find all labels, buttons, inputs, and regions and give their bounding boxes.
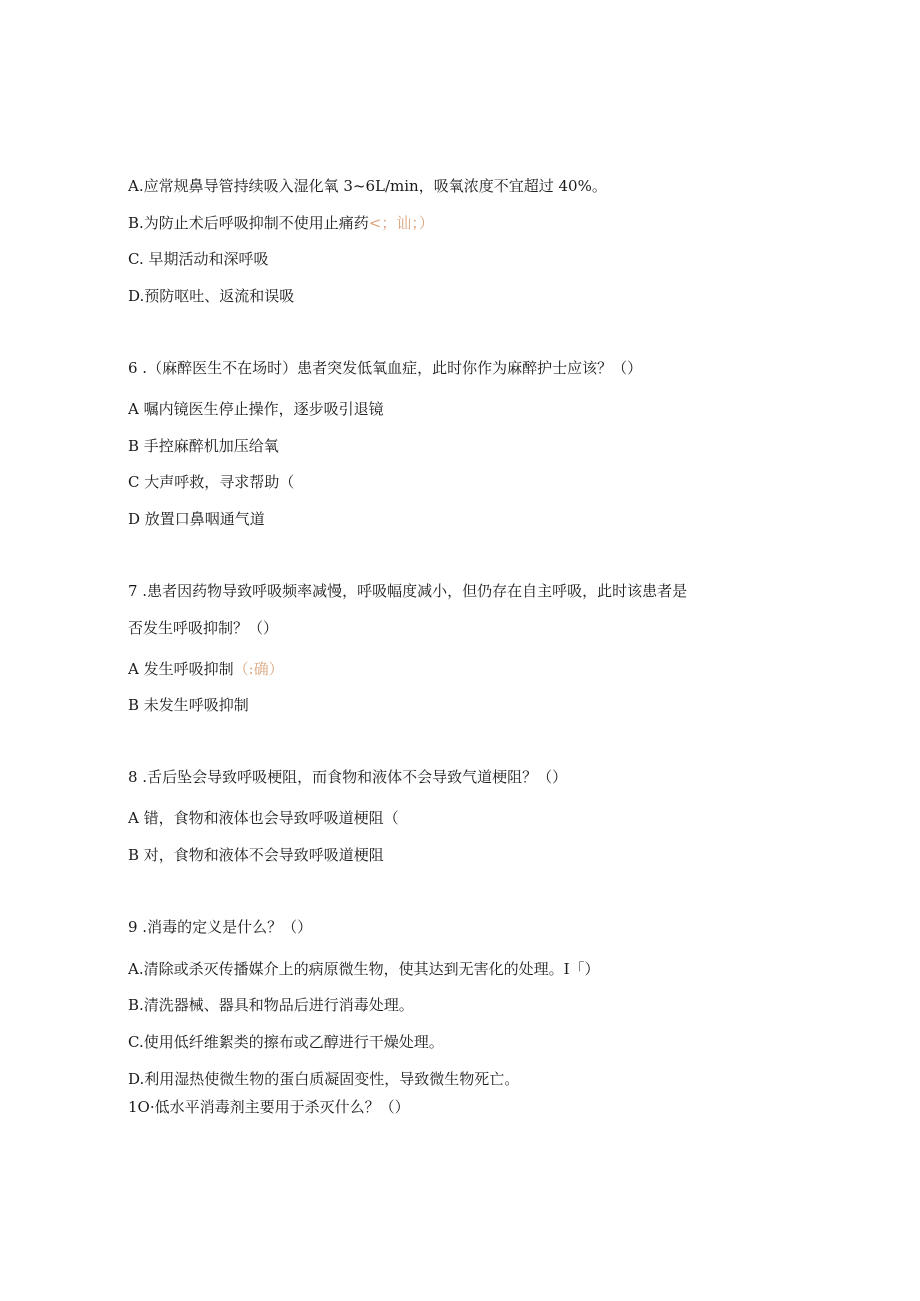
q9-option-a: A.清除或杀灭传播媒介上的病原微生物，使其达到无害化的处理。I「） — [128, 960, 600, 978]
q5-option-c: C. 早期活动和深呼吸 — [128, 250, 269, 268]
q5-option-b-mark: <；讪；） — [368, 214, 434, 232]
q7-question-line1: 7 .患者因药物导致呼吸频率减慢，呼吸幅度减小，但仍存在自主呼吸，此时该患者是 — [128, 582, 688, 600]
q7-option-a-text: A 发生呼吸抑制 — [128, 660, 234, 678]
q9-option-c: C.使用低纤维絮类的擦布或乙醇进行干燥处理。 — [128, 1033, 444, 1051]
q9-option-b: B.清洗器械、器具和物品后进行消毒处理。 — [128, 996, 414, 1014]
q8-option-a: A 错，食物和液体也会导致呼吸道梗阻（ — [128, 809, 399, 827]
q7-option-a — [128, 659, 284, 679]
q7-option-a-mark: （:确） — [233, 660, 284, 678]
q6-question: 6 .（麻醉医生不在场时）患者突发低氧血症，此时你作为麻醉护士应该？（） — [128, 359, 643, 377]
q6-option-b: B 手控麻醉机加压给氧 — [128, 437, 279, 455]
q5-option-d: D.预防呕吐、返流和误吸 — [128, 287, 295, 305]
q6-option-a: A 嘱内镜医生停止操作，逐步吸引退镜 — [128, 400, 384, 418]
q8-option-b: B 对，食物和液体不会导致呼吸道梗阻 — [128, 846, 384, 864]
q9-option-d: D.利用湿热使微生物的蛋白质凝固变性，导致微生物死亡。 — [128, 1070, 520, 1088]
q7-option-b: B 未发生呼吸抑制 — [128, 696, 249, 714]
q6-option-c: C 大声呼救，寻求帮助（ — [128, 473, 295, 491]
q8-question: 8 .舌后坠会导致呼吸梗阻，而食物和液体不会导致气道梗阻？（） — [128, 768, 568, 786]
q7-question-line2: 否发生呼吸抑制？（） — [128, 619, 279, 637]
q6-option-d: D 放置口鼻咽通气道 — [128, 510, 265, 528]
q5-option-a: A.应常规鼻导管持续吸入湿化氧 3~6L/min，吸氧浓度不宜超过 40%。 — [128, 177, 607, 195]
q10-question: 1O·低水平消毒剂主要用于杀灭什么？（） — [128, 1098, 410, 1116]
q5-option-b-text: B.为防止术后呼吸抑制不使用止痛药 — [128, 214, 369, 232]
q9-question: 9 .消毒的定义是什么？（） — [128, 918, 313, 936]
q5-option-b — [128, 213, 434, 233]
